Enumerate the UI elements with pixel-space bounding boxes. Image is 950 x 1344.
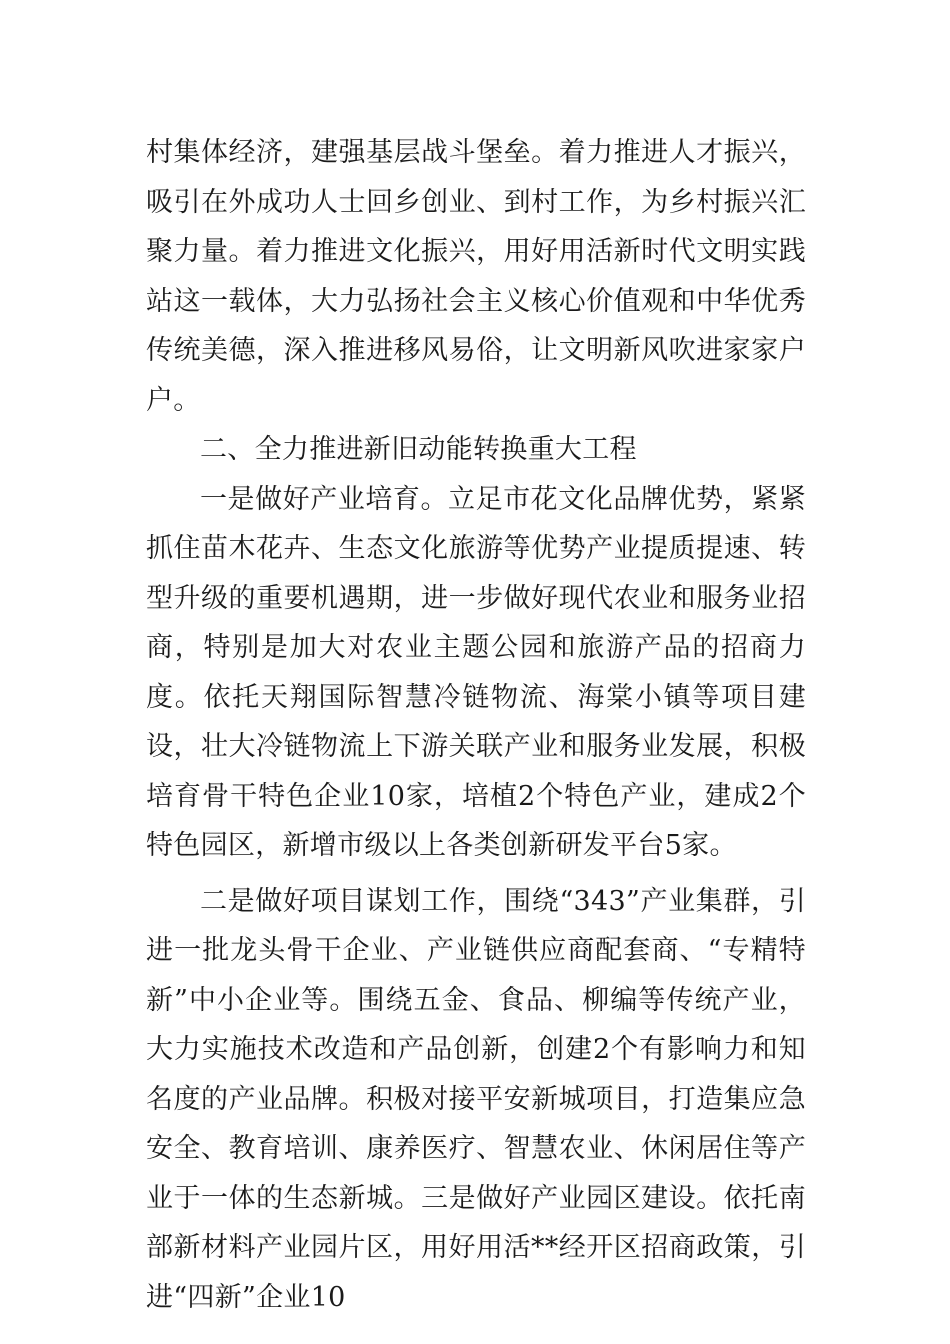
section-heading-new-old-kinetic-energy: 二、全力推进新旧动能转换重大工程 (200, 434, 637, 465)
paragraph-rural-revitalization: 村集体经济，建强基层战斗堡垒。着力推进人才振兴，吸引在外成功人士回乡创业、到村工作，为乡村振兴汇聚力量。着力推进文化振兴，用好用活新时代文明实践站这一载体，大力弘扬社会主义核心价值观和中华优秀传统美德，深入推进移风易俗，让文明新风吹进家家户户。 (146, 137, 806, 416)
paragraph-industry-cultivation: 一是做好产业培育。立足市花文化品牌优势，紧紧抓住苗木花卉、生态文化旅游等优势产业提质提速、转型升级的重要机遇期，进一步做好现代农业和服务业招商，特别是加大对农业主题公园和旅游产品的招商力度。依托天翔国际智慧冷链物流、海棠小镇等项目建设，壮大冷链物流上下游关联产业和服务业发展，积极培育骨干特色企业10家，培植2个特色产业，建成2个特色园区，新增市级以上各类创新研发平台5家。 (146, 483, 806, 861)
document-body (146, 128, 806, 1322)
paragraph-project-planning: 二是做好项目谋划工作，围绕“343”产业集群，引进一批龙头骨干企业、产业链供应商配套商、“专精特新”中小企业等。围绕五金、食品、柳编等传统产业，大力实施技术改造和产品创新，创建2个有影响力和知名度的产业品牌。积极对接平安新城项目，打造集应急安全、教育培训、康养医疗、智慧农业、休闲居住等产业于一体的生态新城。三是做好产业园区建设。依托南部新材料产业园片区，用好用活**经开区招商政策，引进“四新”企业10 (146, 885, 806, 1313)
